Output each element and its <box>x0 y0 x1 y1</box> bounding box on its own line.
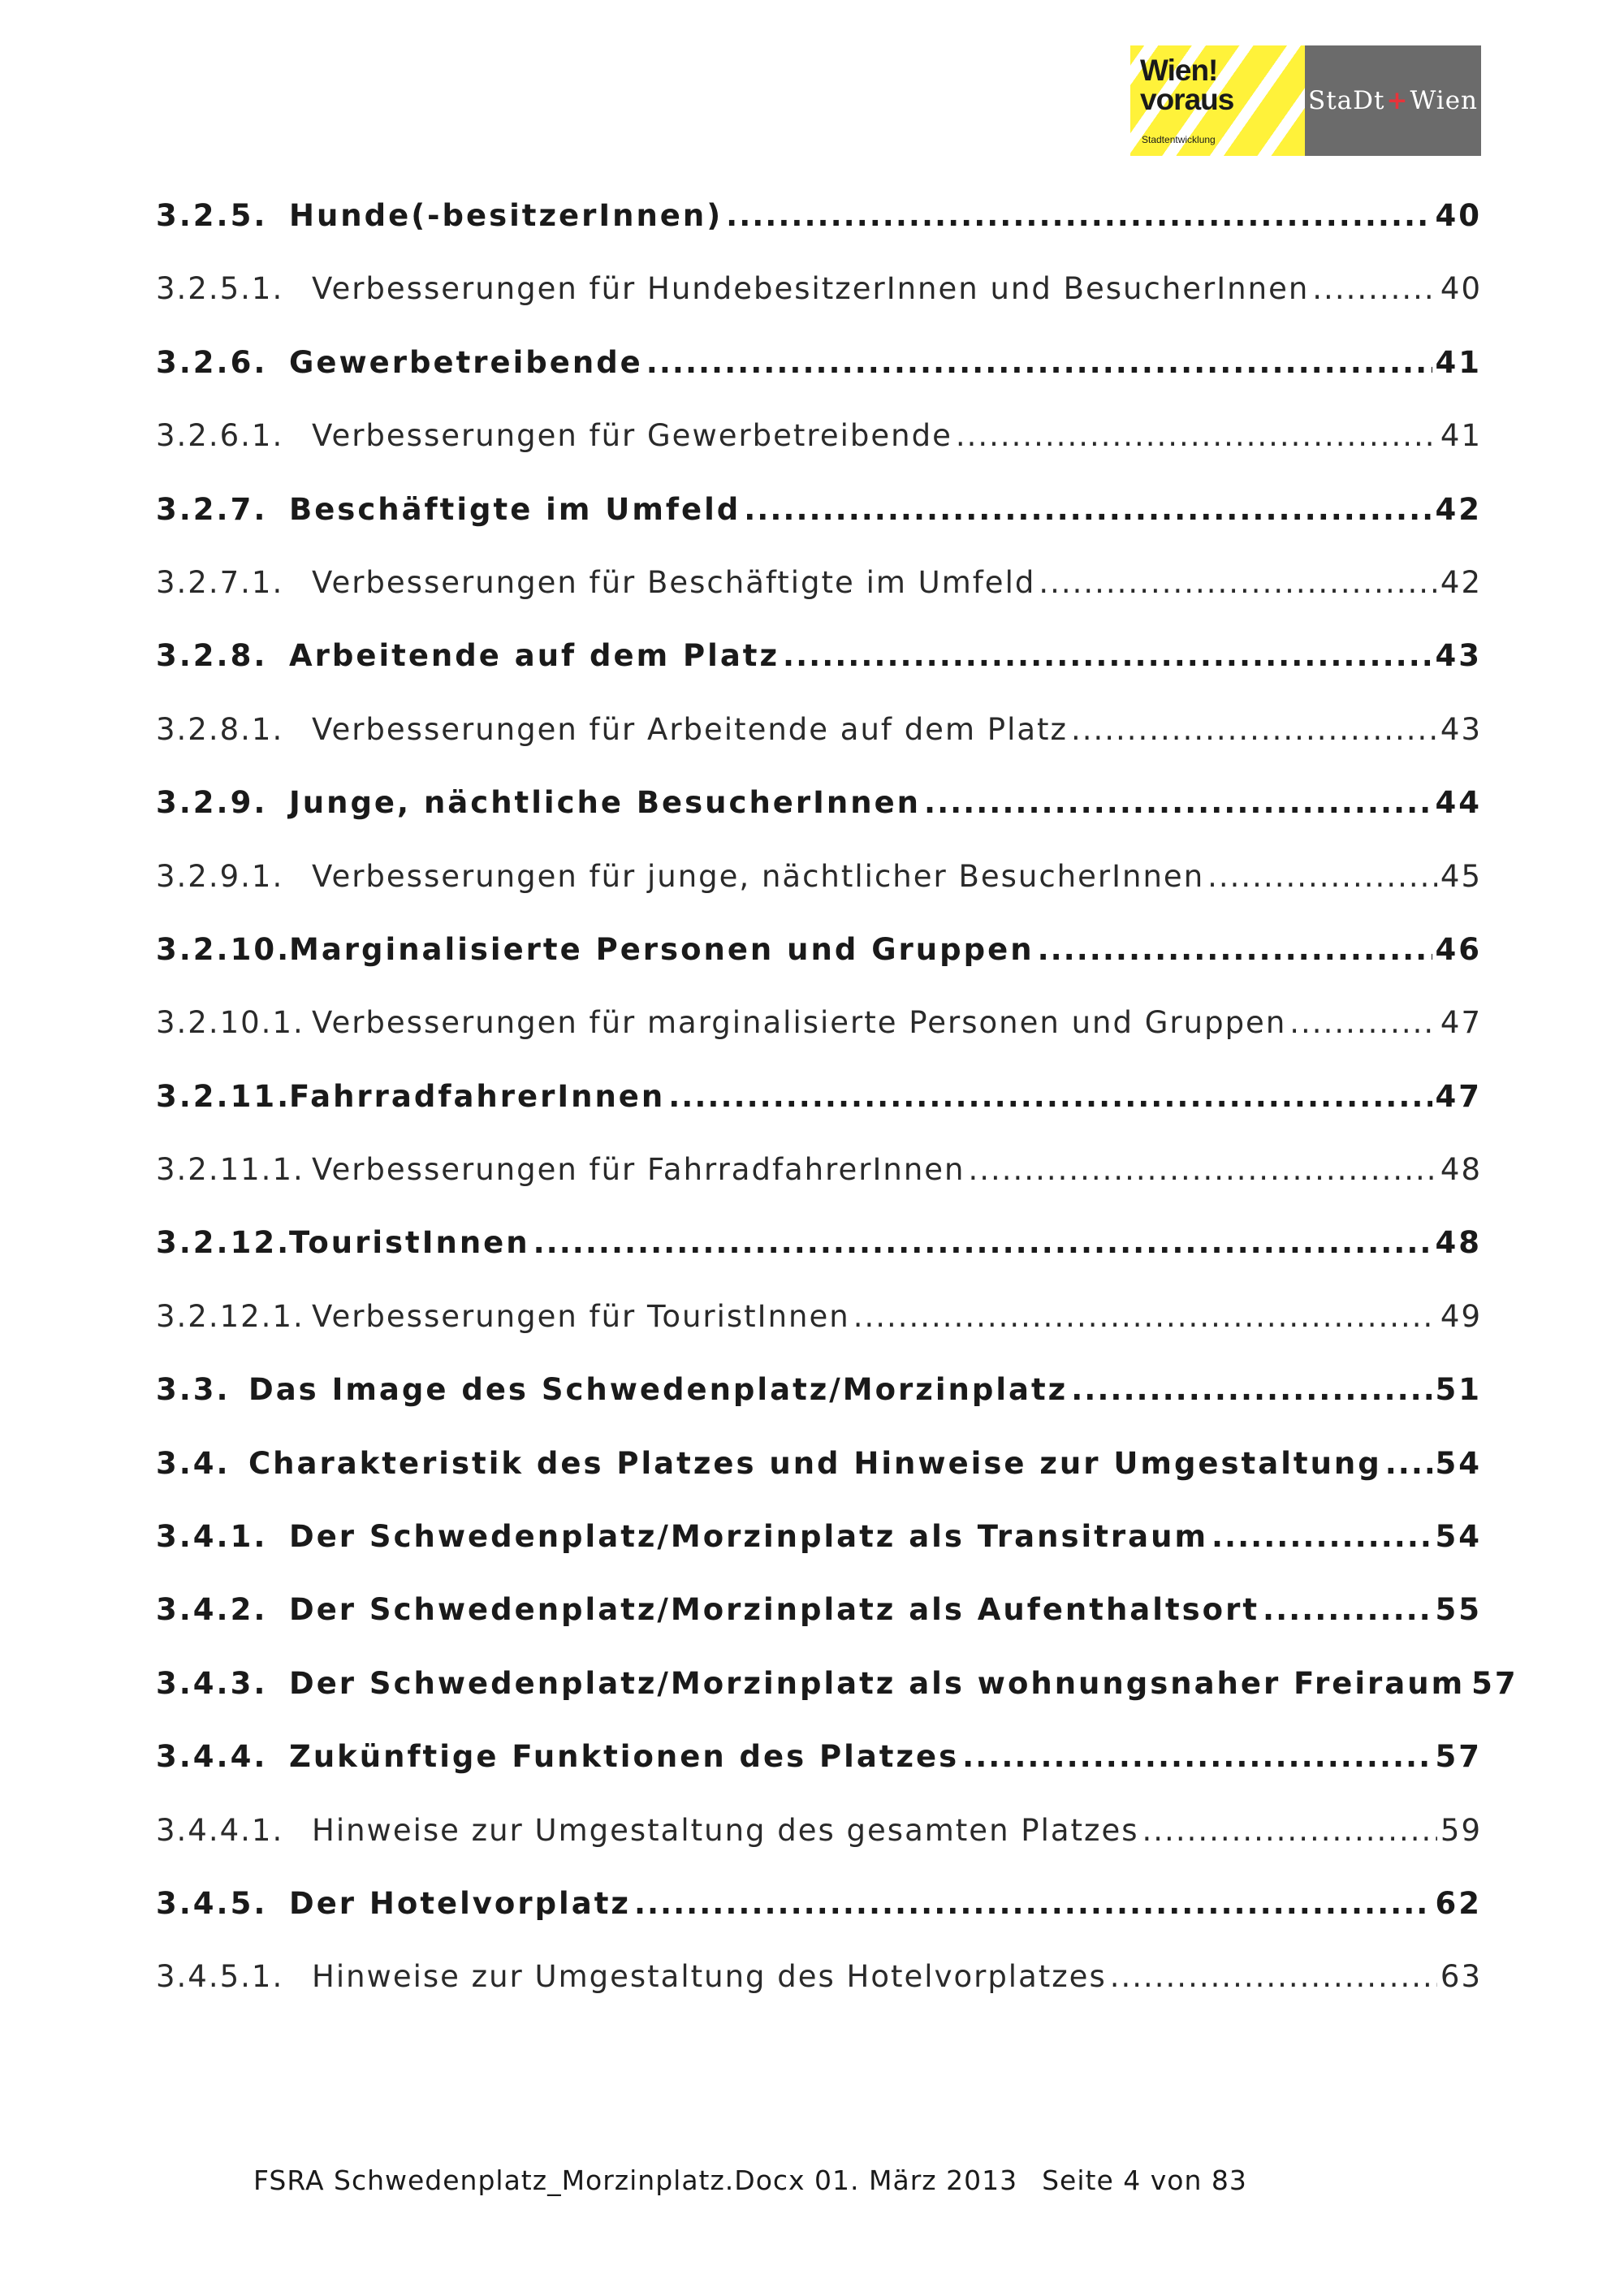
toc-entry[interactable] <box>156 413 1482 486</box>
header-logos <box>1130 45 1481 156</box>
toc-leader-dots <box>726 193 1432 239</box>
toc-entry-title: Gewerbetreibende <box>289 344 643 380</box>
toc-leader-dots <box>1071 1367 1432 1413</box>
toc-leader-dots <box>1039 560 1437 606</box>
toc-entry-page: 43 <box>1435 638 1482 674</box>
toc-entry-title: Der Hotelvorplatz <box>289 1885 631 1921</box>
toc-entry[interactable] <box>156 780 1482 853</box>
toc-entry-page: 51 <box>1435 1372 1482 1408</box>
toc-entry-title: FahrradfahrerInnen <box>289 1078 666 1114</box>
toc-entry-page: 54 <box>1435 1519 1482 1555</box>
toc-entry-number: 3.2.8. <box>156 638 268 674</box>
toc-entry-page: 47 <box>1435 1078 1482 1114</box>
toc-leader-dots <box>1212 1514 1432 1560</box>
toc-entry-title: Verbesserungen für Gewerbetreibende <box>312 418 952 454</box>
toc-entry[interactable] <box>156 1367 1482 1440</box>
page-footer <box>253 2164 1247 2196</box>
toc-entry[interactable] <box>156 854 1482 927</box>
toc-entry-number: 3.2.12.1. <box>156 1298 304 1334</box>
toc-entry[interactable] <box>156 1661 1518 1734</box>
toc-entry-title: Verbesserungen für TouristInnen <box>312 1298 850 1334</box>
toc-entry[interactable] <box>156 193 1482 266</box>
toc-entry-title: Verbesserungen für junge, nächtlicher BesucherInnen <box>312 858 1205 894</box>
toc-entry-page: 48 <box>1440 1152 1482 1188</box>
toc-entry-page: 44 <box>1435 785 1482 821</box>
toc-entry[interactable] <box>156 633 1482 706</box>
toc-entry-title: Verbesserungen für marginalisierte Personen und Gruppen <box>312 1005 1287 1041</box>
toc-leader-dots <box>853 1294 1437 1340</box>
toc-entry[interactable] <box>156 340 1482 413</box>
toc-entry[interactable] <box>156 560 1482 633</box>
toc-leader-dots <box>956 413 1437 459</box>
toc-entry-page: 55 <box>1435 1592 1482 1628</box>
wien-voraus-logo <box>1130 45 1305 156</box>
toc-entry-number: 3.2.6. <box>156 344 268 380</box>
toc-entry-title: Verbesserungen für Arbeitende auf dem Platz <box>312 711 1068 747</box>
toc-entry-number: 3.2.12. <box>156 1225 292 1261</box>
toc-entry-number: 3.4.1. <box>156 1519 268 1555</box>
toc-entry-title: Charakteristik des Platzes und Hinweise zur Umgestaltung <box>248 1445 1382 1481</box>
toc-leader-dots <box>1110 1954 1437 2000</box>
toc-entry-page: 41 <box>1435 344 1482 380</box>
toc-entry[interactable] <box>156 1734 1482 1807</box>
toc-entry[interactable] <box>156 1514 1482 1587</box>
toc-leader-dots <box>1289 1000 1437 1046</box>
toc-entry-page: 42 <box>1435 491 1482 527</box>
toc-entry-page: 57 <box>1435 1739 1482 1775</box>
toc-entry-page: 45 <box>1440 858 1482 894</box>
toc-entry-page: 47 <box>1440 1005 1482 1041</box>
toc-entry[interactable] <box>156 707 1482 780</box>
footer-document-name: FSRA Schwedenplatz_Morzinplatz.Docx 01. März 2013 <box>253 2164 1018 2196</box>
toc-entry-number: 3.2.7.1. <box>156 564 284 600</box>
toc-entry-number: 3.2.10.1. <box>156 1005 304 1041</box>
toc-entry-number: 3.4.3. <box>156 1665 268 1701</box>
toc-entry-number: 3.2.6.1. <box>156 418 284 454</box>
toc-leader-dots <box>962 1734 1432 1780</box>
toc-entry-number: 3.4.5.1. <box>156 1959 284 1995</box>
toc-entry[interactable] <box>156 927 1482 1000</box>
toc-leader-dots <box>646 340 1432 386</box>
toc-entry-title: Der Schwedenplatz/Morzinplatz als Aufenthaltsort <box>289 1592 1260 1628</box>
table-of-contents <box>156 193 1518 2028</box>
toc-leader-dots <box>634 1881 1432 1927</box>
toc-entry-title: Arbeitende auf dem Platz <box>289 638 780 674</box>
toc-entry-number: 3.4.2. <box>156 1592 268 1628</box>
toc-entry-number: 3.2.9.1. <box>156 858 284 894</box>
toc-entry-title: Das Image des Schwedenplatz/Morzinplatz <box>248 1372 1069 1408</box>
toc-leader-dots <box>1207 854 1437 900</box>
toc-entry-title: Verbesserungen für FahrradfahrerInnen <box>312 1152 965 1188</box>
toc-entry-number: 3.2.7. <box>156 491 268 527</box>
toc-leader-dots <box>1038 927 1432 973</box>
toc-entry-title: Beschäftigte im Umfeld <box>289 491 741 527</box>
toc-entry-title: Hunde(-besitzerInnen) <box>289 198 723 233</box>
logo-wien-line2: voraus <box>1140 83 1234 116</box>
toc-entry-number: 3.4.4. <box>156 1739 268 1775</box>
toc-entry-number: 3.4.5. <box>156 1885 268 1921</box>
toc-entry-page: 40 <box>1435 198 1482 233</box>
toc-entry-title: Hinweise zur Umgestaltung des gesamten Platzes <box>312 1812 1139 1848</box>
toc-entry-number: 3.2.9. <box>156 785 268 821</box>
toc-entry[interactable] <box>156 1881 1482 1954</box>
toc-entry[interactable] <box>156 1954 1482 2027</box>
toc-entry[interactable] <box>156 1294 1482 1367</box>
toc-entry-title: Der Schwedenplatz/Morzinplatz als wohnungsnaher Freiraum <box>289 1665 1466 1701</box>
toc-entry-page: 46 <box>1435 931 1482 967</box>
toc-entry-number: 3.2.5. <box>156 198 268 233</box>
toc-entry[interactable] <box>156 487 1482 560</box>
toc-entry[interactable] <box>156 1000 1482 1073</box>
toc-entry-title: Verbesserungen für HundebesitzerInnen und BesucherInnen <box>312 271 1310 307</box>
toc-entry-page: 42 <box>1440 564 1482 600</box>
toc-entry[interactable] <box>156 266 1482 339</box>
toc-entry-title: Marginalisierte Personen und Gruppen <box>289 931 1034 967</box>
toc-entry-title: Der Schwedenplatz/Morzinplatz als Transitraum <box>289 1519 1208 1555</box>
logo-stadt-right: Wien <box>1410 86 1479 115</box>
toc-entry-page: 62 <box>1435 1885 1482 1921</box>
toc-entry-page: 43 <box>1440 711 1482 747</box>
toc-entry[interactable] <box>156 1147 1482 1220</box>
toc-entry-title: Verbesserungen für Beschäftigte im Umfeld <box>312 564 1036 600</box>
toc-entry-number: 3.4. <box>156 1445 231 1481</box>
logo-stadt-cross: + <box>1386 86 1409 115</box>
toc-entry[interactable] <box>156 1808 1482 1881</box>
toc-entry-page: 41 <box>1440 418 1482 454</box>
toc-entry-page: 49 <box>1440 1298 1482 1334</box>
toc-entry-title: Zukünftige Funktionen des Platzes <box>289 1739 960 1775</box>
toc-entry-page: 57 <box>1471 1665 1518 1701</box>
toc-leader-dots <box>1385 1441 1432 1487</box>
toc-leader-dots <box>1071 707 1437 753</box>
toc-entry-number: 3.4.4.1. <box>156 1812 284 1848</box>
toc-entry-title: Junge, nächtliche BesucherInnen <box>289 785 922 821</box>
toc-entry[interactable] <box>156 1441 1482 1514</box>
toc-entry[interactable] <box>156 1587 1482 1660</box>
toc-leader-dots <box>1263 1587 1432 1633</box>
toc-entry-page: 63 <box>1440 1959 1482 1995</box>
toc-leader-dots <box>1312 266 1437 312</box>
toc-entry-number: 3.2.11.1. <box>156 1152 304 1188</box>
toc-entry-page: 48 <box>1435 1225 1482 1261</box>
logo-stadt-left: StaDt <box>1307 86 1385 115</box>
toc-entry-page: 59 <box>1440 1812 1482 1848</box>
toc-leader-dots <box>783 633 1432 679</box>
toc-entry-number: 3.2.5.1. <box>156 271 284 307</box>
toc-entry-page: 54 <box>1435 1445 1482 1481</box>
toc-entry[interactable] <box>156 1220 1482 1293</box>
toc-leader-dots <box>533 1220 1432 1266</box>
toc-entry[interactable] <box>156 1074 1482 1147</box>
footer-page-number: Seite 4 von 83 <box>1042 2164 1247 2196</box>
toc-entry-title: Hinweise zur Umgestaltung des Hotelvorplatzes <box>312 1959 1107 1995</box>
toc-entry-page: 40 <box>1440 271 1482 307</box>
logo-wien-line1: Wien! <box>1140 54 1218 87</box>
toc-entry-number: 3.2.10. <box>156 931 292 967</box>
logo-wien-line3: Stadtentwicklung <box>1142 134 1216 145</box>
toc-leader-dots <box>1142 1808 1437 1854</box>
toc-entry-number: 3.3. <box>156 1372 231 1408</box>
toc-leader-dots <box>969 1147 1437 1193</box>
toc-leader-dots <box>668 1074 1432 1120</box>
toc-leader-dots <box>924 780 1432 826</box>
toc-entry-number: 3.2.8.1. <box>156 711 284 747</box>
stadt-wien-logo <box>1305 45 1481 156</box>
toc-entry-title: TouristInnen <box>289 1225 530 1261</box>
toc-entry-number: 3.2.11. <box>156 1078 292 1114</box>
toc-leader-dots <box>744 487 1432 533</box>
